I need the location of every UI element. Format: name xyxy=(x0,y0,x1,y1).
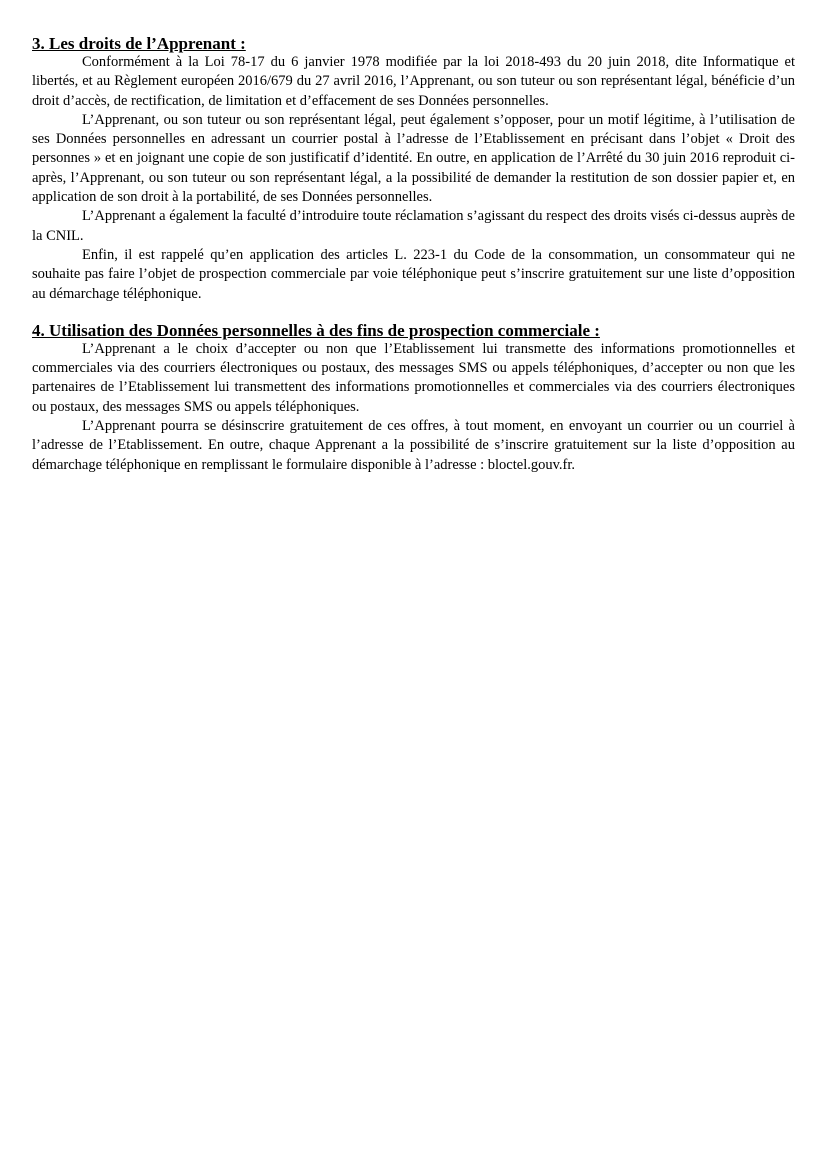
paragraph: L’Apprenant a également la faculté d’introduire toute réclamation s’agissant du respect des droits visés ci-dessus auprès de la CNIL. xyxy=(32,208,795,244)
section-droits-apprenant xyxy=(32,34,795,304)
paragraph: L’Apprenant, ou son tuteur ou son représentant légal, peut également s’opposer, pour un motif légitime, à l’utilisation de ses Données personnelles en adressant un courrier postal à l’adresse de l’Etablissement en précisant dans l’objet « Droit des personnes » et en joignant une copie de son justificatif d’identité. En outre, en application de l’Arrêté du 30 juin 2016 reproduit ci-après, l’Apprenant, ou son tuteur ou son représentant légal, a la possibilité de demander la restitution de son dossier papier et, en application de son droit à la portabilité, de ses Données personnelles. xyxy=(32,111,795,206)
paragraph: Enfin, il est rappelé qu’en application des articles L. 223-1 du Code de la consommation, un consommateur qui ne souhaite pas faire l’objet de prospection commerciale par voie téléphonique peut s’inscrire gratuitement sur une liste d’opposition au démarchage téléphonique. xyxy=(32,246,795,302)
paragraph: L’Apprenant a le choix d’accepter ou non que l’Etablissement lui transmette des informations promotionnelles et commerciales via des courriers électroniques ou postaux, des messages SMS ou appels téléphoniques, d’accepter ou non que les partenaires de l’Etablissement lui transmettent des informations promotionnelles et commerciales via des courriers électroniques ou postaux, des messages SMS ou appels téléphoniques. xyxy=(32,340,795,415)
paragraph: Conformément à la Loi 78-17 du 6 janvier 1978 modifiée par la loi 2018-493 du 20 juin 2018, dite Informatique et libertés, et au Règlement européen 2016/679 du 27 avril 2016, l’Apprenant, ou son tuteur ou son représentant légal, bénéficie d’un droit d’accès, de rectification, de limitation et d’effacement de ses Données personnelles. xyxy=(32,54,795,109)
document-page xyxy=(32,34,795,475)
paragraph: L’Apprenant pourra se désinscrire gratuitement de ces offres, à tout moment, en envoyant un courrier ou un courriel à l’adresse de l’Etablissement. En outre, chaque Apprenant a la possibilité de s’inscrire gratuitement sur la liste d’opposition au démarchage téléphonique en remplissant le formulaire disponible à l’adresse : bloctel.gouv.fr. xyxy=(32,418,795,473)
section-heading: 4. Utilisation des Données personnelles à des fins de prospection commerciale : xyxy=(32,320,600,340)
section-prospection-commerciale xyxy=(32,321,795,475)
section-heading: 3. Les droits de l’Apprenant : xyxy=(32,34,246,53)
